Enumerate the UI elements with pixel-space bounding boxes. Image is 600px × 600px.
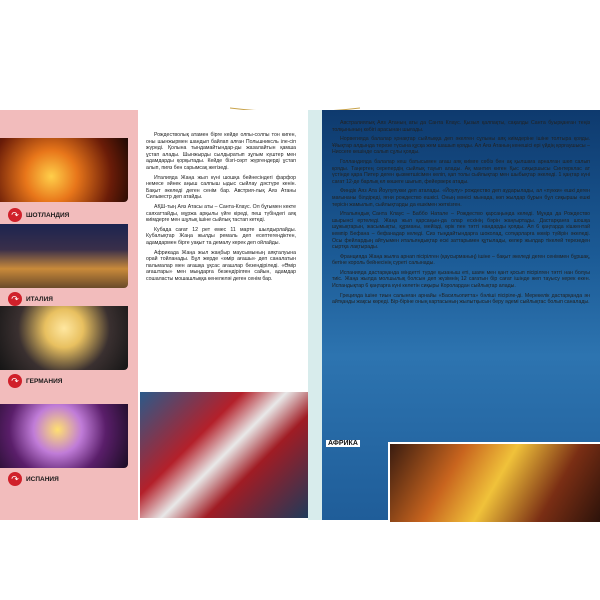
country-germany bbox=[0, 306, 128, 386]
country-label: ИТАЛИЯ bbox=[26, 296, 53, 303]
pointer-arrow-icon: ↷ bbox=[8, 374, 22, 388]
paragraph: Норвегияда балалар қонақтар сыйлыққа деп әкелген сұлыны аяқ киімдеріне ішіне толтыра қояды. Ұйықтар алдында терезе түсына құсқа жем шашып қояды. Ал Аяз Атаның кенешісі ері үйдің қорғаушысы – Ниссеге кешінде салып сұлы қояды. bbox=[332, 136, 590, 156]
pointer-arrow-icon: ↷ bbox=[8, 208, 22, 222]
africa-celebration-photo bbox=[388, 442, 600, 524]
page-spine bbox=[308, 110, 322, 520]
italy-colosseum-photo bbox=[0, 224, 128, 288]
paragraph: Итальяндық Санта Клаус – Баббо Натале – Рождество қарсаңында келеді. Мұнда да Рождество шырынсі ертеледі. Жаңа жыл қарсаңын-да олар ескінің бәрін жаңғыртады. Дастарқанға шошқа шұжықтарын, жасымықты, құрманы, мейізді, өрік пен тәтті нандарды қояды. Ал 6 қаңтарда кішкентай кемпір Бефана – бефанадар келеді. Сиз тыңдайтындарға шоколад, сотқарларға көмір түйірін әкеледі. Осы фейлардың айтуымен итальяндықтар ескі заттарымен құтылады, келер жылдар тікелей терезеден сыртқа лақтырады. bbox=[332, 211, 590, 251]
country-label: ШОТЛАНДИЯ bbox=[26, 212, 70, 219]
spain-celebration-photo bbox=[0, 404, 128, 468]
country-spain bbox=[0, 404, 128, 484]
right-page bbox=[322, 110, 600, 520]
paragraph: Италияда Жаңа жыл күні шошқа бейнесіндегі фарфор немесе әйнек аңыш салпыш ыдыс сыйлау дәстүре кенін. Бақыт әкеледі деген сенім бар. Австрия-лық Аяз Атаны Сильвестр деп атайды. bbox=[146, 174, 296, 201]
left-page-text bbox=[146, 132, 296, 285]
right-page-text bbox=[332, 120, 590, 309]
paragraph: Францияда Жаңа жылға арнап пісірілген (қаусырманың) ішіне – бақыт әкеледі деген сеніммен бұршақ, бетіне король бейнесінің суреті салынады. bbox=[332, 253, 590, 267]
country-photo-strip bbox=[0, 110, 138, 520]
scotland-fire-festival-photo bbox=[0, 138, 128, 202]
country-italy bbox=[0, 224, 128, 304]
country-scotland bbox=[0, 138, 128, 220]
paragraph: Финдік Аяз Ата Йоулупукки деп аталады. «Йоулу» рождество деп аударылады, ал «пукки» ешкі деген мағынаны білдіреді, яғни рождество ешкісі. Оның мәнісі мынада, көп жылдар бұрын бұл сиқыршы ешкі терісін жамылып, сыйлықтарды да ешкімен жеткізген. bbox=[332, 188, 590, 208]
paragraph: Африкада Жаңа жыл жаңбыр маусымының аяқталуына орай тойланады. Бұл жерде «өмір ағашы» деп саналатын пальмалар мен ағашқа ұқсас ағашлар безендіріледі. «Өмір ағаштары» мен мыңдарға безендірілген сайын, адамдар сошаласты мошашлыққа кенелеләі деген сенім бар. bbox=[146, 249, 296, 282]
pointer-arrow-icon: ↷ bbox=[8, 292, 22, 306]
book-spread bbox=[0, 110, 600, 520]
santa-claus-parade-photo bbox=[140, 392, 308, 518]
country-label: ГЕРМАНИЯ bbox=[26, 378, 63, 385]
paragraph: Рождестволық атамен бірге кейде олпы-солпы тон киген, оны шынжырмен шандып байлап алған Польшниксль іле-сіп жүреді. Қолына тындамайтындар-ды жазалайтын қамша ұстап алады. Шынжырды сылдыратып зұлым күштер мен адамдарды қорқытады. Кейде бізгі-сөрт жүргендерді ұстап алып, пияз бен сарымсақ жегізеді. bbox=[146, 132, 296, 171]
germany-fireworks-photo bbox=[0, 306, 128, 370]
paragraph: Австралиялық Аяз Атаның аты да Санта Клаус. Қызыл қалпақты, сақалды Санта буырқанған теңіз толқынының көбігі арасынан шығады. bbox=[332, 120, 590, 133]
paragraph: Кубада сағат 12 рет емес 11 марте шылдырлайды. Кубалықтар Жаңа жылды ремаль деп есептегендіктен, адамдармен бірге уақыт та демалу керек деп ойлайды. bbox=[146, 226, 296, 246]
pointer-arrow-icon: ↷ bbox=[8, 472, 22, 486]
africa-photo-label: АФРИКА bbox=[328, 440, 358, 447]
paragraph: Испанияда дастарқанда міндетті турде қызаныш еті, шаян мен қант қосып пісірілген тәтті нан болуы тиіс. Жаңа жылда молшылық болсын деп жүзімнің 12 сағатын бір сағат ішінде жеп тауысу керек екен. Испандықтар 6 қаңтарға күні келетін сиқыры Королардан сыйлықтар алады. bbox=[332, 269, 590, 290]
paragraph: Грецияда ішіне тиын салынған арнайы «Васильопитта» бәліші пісіріле-ді. Мерекелік дастарқанда ән айтқанды жақсы көреді. Бір-біріне оның картасының жылытқысын беру әдемі сыйлықтас болып саналады. bbox=[332, 292, 590, 306]
left-page bbox=[138, 110, 308, 520]
paragraph: АҚШ-тың Аяз Атасы аты – Санта-Клаус. Ол бұғымен кекте саяхаттайды, мұржа арқылы үйге кіреді, пеш түбіндегі аяқ киімдерге мен шұлық ішіне сыйлық тастап кетеді. bbox=[146, 203, 296, 224]
paragraph: Голландияда балалар кеш батысымен ағаш аяқ киімге сөбіз бен ақ қылшаға арналған шөп салып қояды. Таңертең серепердің сыйлық тауып алады. Ақ мантия киген Қыс сиқыршысы Синтерклас ат үстінде қара Питер деген қызметшісімен келіп, қап толы сыйлықтар мен шыбықтар әкеледі. 1 қаңтар күні сағат 12-де барлық ел көшеге шығып, фейерверк атады. bbox=[332, 158, 590, 185]
country-label: ИСПАНИЯ bbox=[26, 476, 59, 483]
